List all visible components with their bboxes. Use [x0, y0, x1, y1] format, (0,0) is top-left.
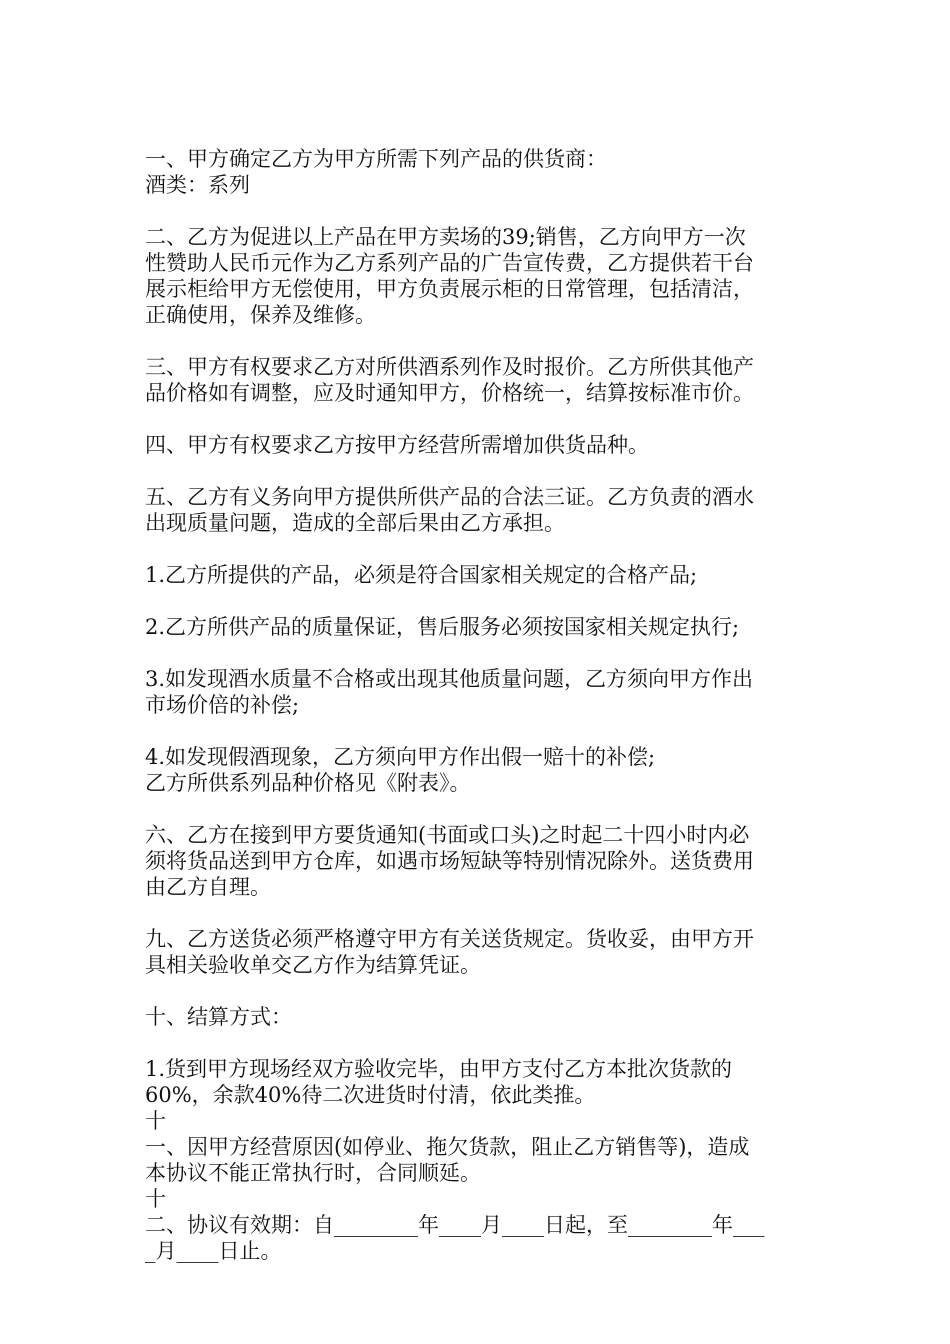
clause-3 — [145, 354, 813, 406]
text-line: 2.乙方所供产品的质量保证，售后服务必须按国家相关规定执行; — [145, 615, 740, 639]
sub-item-4 — [145, 744, 813, 796]
clause-9 — [145, 926, 813, 978]
clause-10 — [145, 1004, 813, 1030]
text-line: 出现质量问题，造成的全部后果由乙方承担。 — [145, 511, 565, 535]
text-line: 四、甲方有权要求乙方按甲方经营所需增加供货品种。 — [145, 433, 649, 457]
text-line: 本协议不能正常执行时，合同顺延。 — [145, 1161, 481, 1185]
text-line: 展示柜给甲方无偿使用，甲方负责展示柜的日常管理，包括清洁， — [145, 277, 754, 301]
text-line: 酒类：系列 — [145, 173, 250, 197]
text-line: 一、甲方确定乙方为甲方所需下列产品的供货商： — [145, 147, 607, 171]
text-line: _月____日止。 — [145, 1239, 282, 1263]
sub-item-2 — [145, 614, 813, 640]
text-line: 十 — [145, 1187, 166, 1211]
text-line: 六、乙方在接到甲方要货通知(书面或口头)之时起二十四小时内必 — [145, 823, 750, 847]
clause-5 — [145, 484, 813, 536]
settlement-and-validity — [145, 1056, 813, 1264]
text-line: 五、乙方有义务向甲方提供所供产品的合法三证。乙方负责的酒水 — [145, 485, 754, 509]
text-line: 正确使用，保养及维修。 — [145, 303, 376, 327]
sub-item-1 — [145, 562, 813, 588]
text-line: 品价格如有调整，应及时通知甲方，价格统一，结算按标准市价。 — [145, 381, 754, 405]
clause-6 — [145, 822, 813, 900]
text-line: 1.乙方所提供的产品，必须是符合国家相关规定的合格产品; — [145, 563, 698, 587]
text-line: 性赞助人民币元作为乙方系列产品的广告宣传费，乙方提供若干台 — [145, 251, 754, 275]
clause-2 — [145, 224, 813, 328]
text-line: 一、因甲方经营原因(如停业、拖欠货款，阻止乙方销售等)，造成 — [145, 1135, 750, 1159]
text-line: 二、乙方为促进以上产品在甲方卖场的39;销售，乙方向甲方一次 — [145, 225, 746, 249]
text-line: 须将货品送到甲方仓库，如遇市场短缺等特别情况除外。送货费用 — [145, 849, 754, 873]
text-line: 60%，余款40%待二次进货时付清，依此类推。 — [145, 1083, 596, 1107]
text-line: 4.如发现假酒现象，乙方须向甲方作出假一赔十的补偿; — [145, 745, 656, 769]
sub-item-3 — [145, 666, 813, 718]
text-line: 3.如发现酒水质量不合格或出现其他质量问题，乙方须向甲方作出 — [145, 667, 754, 691]
text-line: 市场价倍的补偿; — [145, 693, 300, 717]
document-body — [145, 146, 813, 1264]
text-line: 九、乙方送货必须严格遵守甲方有关送货规定。货收妥，由甲方开 — [145, 927, 754, 951]
text-line: 二、协议有效期：自________年____月____日起，至________年___ — [145, 1213, 765, 1237]
text-line: 乙方所供系列品种价格见《附表》。 — [145, 771, 471, 795]
text-line: 十、结算方式： — [145, 1005, 292, 1029]
clause-1 — [145, 146, 813, 198]
text-line: 1.货到甲方现场经双方验收完毕，由甲方支付乙方本批次货款的 — [145, 1057, 733, 1081]
text-line: 十 — [145, 1109, 166, 1133]
text-line: 具相关验收单交乙方作为结算凭证。 — [145, 953, 481, 977]
text-line: 由乙方自理。 — [145, 875, 271, 899]
clause-4 — [145, 432, 813, 458]
text-line: 三、甲方有权要求乙方对所供酒系列作及时报价。乙方所供其他产 — [145, 355, 754, 379]
